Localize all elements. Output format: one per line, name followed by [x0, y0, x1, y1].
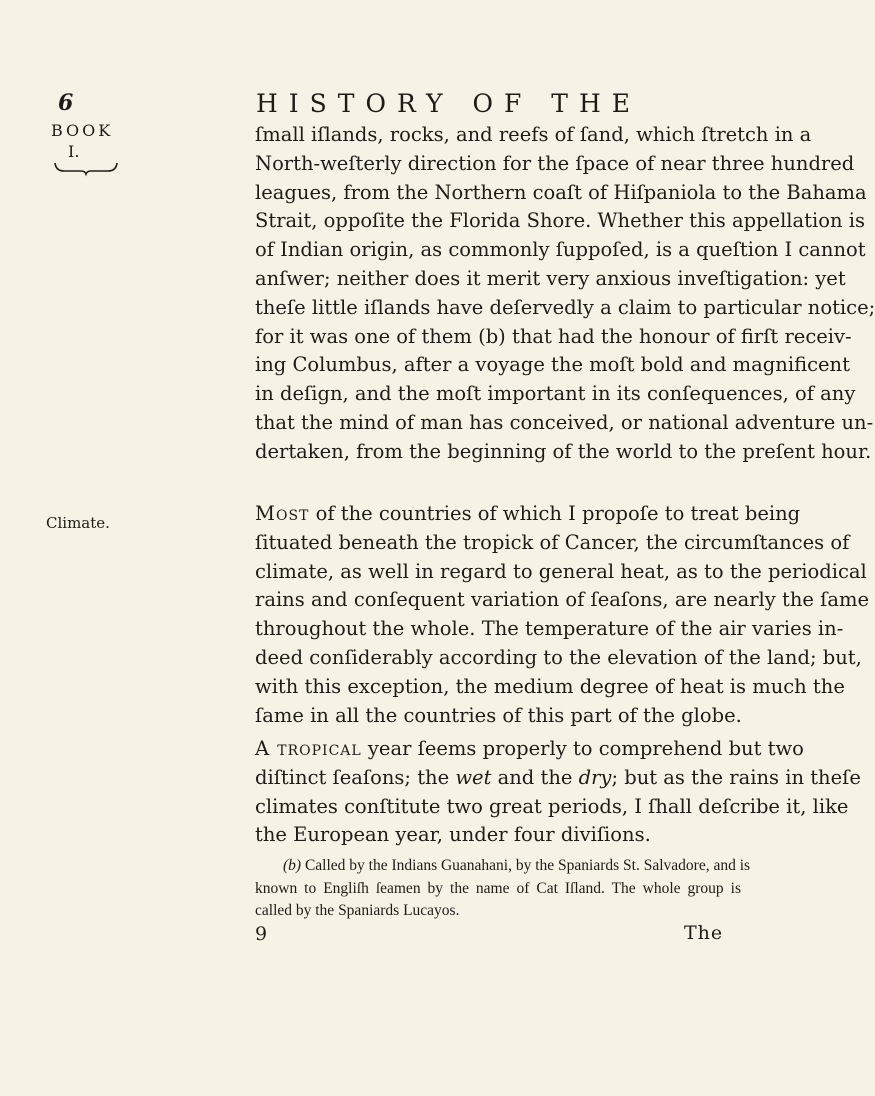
text-line: throughout the whole. The temperature of the air varies in-: [255, 617, 844, 641]
italic-word-wet: wet: [455, 765, 492, 789]
margin-book-label: BOOK: [51, 121, 114, 140]
footnote: [255, 855, 751, 923]
text-line: deed conſiderably according to the elevation of the land; but,: [255, 645, 862, 669]
running-head: HISTORY OF THE: [256, 89, 641, 118]
paragraph-3: [255, 735, 861, 850]
text-line: in deſign, and the moſt important in its conſequences, of any: [255, 382, 856, 406]
text-line: ing Columbus, after a voyage the moſt bold and magnificent: [255, 353, 850, 377]
text-line: leagues, from the Northern coaſt of Hiſpaniola to the Bahama: [255, 180, 867, 204]
footnote-mark: (b): [283, 857, 302, 874]
line-text: of the countries of which I propoſe to treat being: [309, 502, 801, 525]
lead-words: Most: [255, 502, 310, 525]
text-line: the European year, under four diviſions.: [255, 823, 651, 847]
text-line: for it was one of them (b) that had the honour of firſt receiv-: [255, 324, 852, 348]
catchword: The: [684, 922, 724, 944]
text-line: ſituated beneath the tropick of Cancer, the circumſtances of: [255, 530, 850, 554]
paragraph-2: [255, 500, 870, 730]
footnote-line: [255, 855, 751, 878]
text-line: climates conſtitute two great periods, I ſhall deſcribe it, like: [255, 794, 849, 818]
text-line: of Indian origin, as commonly ſuppoſed, is a queſtion I cannot: [255, 238, 866, 262]
paragraph-1: [255, 121, 875, 467]
text-line: [255, 500, 801, 529]
text-line: ſame in all the countries of this part of the globe.: [255, 703, 742, 727]
line-text: diſtinct ſeaſons; the: [255, 765, 456, 789]
text-line: ſmall iſlands, rocks, and reefs of ſand, which ſtretch in a: [255, 123, 812, 146]
italic-word-dry: dry: [578, 765, 612, 789]
line-text: and the: [491, 765, 579, 789]
text-line: climate, as well in regard to general heat, as to the periodical: [255, 559, 867, 583]
margin-note-climate: Climate.: [46, 514, 110, 532]
line-text: ; but as the rains in theſe: [611, 765, 861, 789]
footnote-line: known to Engliſh ſeamen by the name of Cat Iſland. The whole group is: [255, 879, 741, 897]
page-number: 6: [58, 90, 74, 116]
text-line: with this exception, the medium degree of heat is much the: [255, 674, 845, 698]
text-line: Strait, oppoſite the Florida Shore. Whether this appellation is: [255, 209, 865, 233]
footnote-line: called by the Spaniards Lucayos.: [255, 902, 460, 919]
line-text: Called by the Indians Guanahani, by the Spaniards St. Salvadore, and is: [301, 857, 751, 874]
text-line: that the mind of man has conceived, or national adventure un-: [255, 410, 874, 434]
signature-mark: 9: [255, 923, 268, 945]
text-line: [255, 735, 804, 764]
margin-brace-icon: [54, 161, 118, 175]
line-text: year ſeems properly to comprehend but two: [361, 737, 804, 760]
text-line: [255, 764, 861, 793]
text-line: North-weſterly direction for the ſpace of near three hundred: [255, 151, 855, 175]
text-line: rains and conſequent variation of ſeaſons, are nearly the ſame: [255, 588, 870, 612]
text-line: theſe little iſlands have deſervedly a claim to particular notice;: [255, 295, 875, 319]
text-line: dertaken, from the beginning of the world to the preſent hour.: [255, 439, 872, 463]
margin-book-number: I.: [68, 142, 80, 161]
text-line: anſwer; neither does it merit very anxious inveſtigation: yet: [255, 266, 846, 290]
lead-words: A tropical: [255, 737, 362, 760]
